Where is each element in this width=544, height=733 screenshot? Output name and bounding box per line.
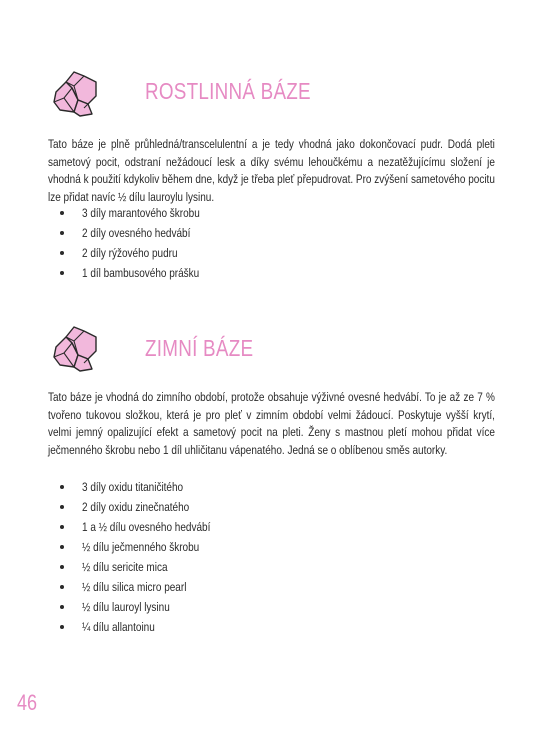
crystal-icon xyxy=(50,68,102,120)
bullet-icon xyxy=(60,565,64,569)
bullet-icon xyxy=(60,585,64,589)
bullet-icon xyxy=(60,525,64,529)
bullet-icon xyxy=(60,231,64,235)
bullet-icon xyxy=(60,605,64,609)
section-title: ZIMNÍ BÁZE xyxy=(145,335,254,361)
bullet-icon xyxy=(60,211,64,215)
section-paragraph: Tato báze je plně průhledná/transcelulentní a je tedy vhodná jako dokončovací pudr. Dodá pleti sametový pocit, odstraní nežádoucí lesk a díky svému lehoučkému a nezatěžujícímu složení je vhodná k použití kdykoliv během dne, když je třeba pleť přepudrovat. Pro zvýšení sametového pocitu lze přidat navíc ½ dílu lauroylu lysinu. xyxy=(48,137,495,204)
crystal-icon xyxy=(50,323,102,375)
bullet-icon xyxy=(60,505,64,509)
section-paragraph: Tato báze je vhodná do zimního období, protože obsahuje výživné ovesné hedvábí. To je až ze 7 % tvořeno tukovou složkou, která je pro pleť v zimním období velmi žádoucí. Poskytuje vyšší krytí, velmi jemný opalizující efekt a sametový pocit na pleti. Ženy s mastnou pletí mohou přidat více ječmenného škrobu nebo 1 díl uhličitanu vápenatého. Jedná se o oblíbenou směs autorky. xyxy=(48,390,495,457)
section-title: ROSTLINNÁ BÁZE xyxy=(145,78,311,104)
bullet-icon xyxy=(60,251,64,255)
page-number: 46 xyxy=(17,690,38,715)
bullet-icon xyxy=(60,545,64,549)
bullet-icon xyxy=(60,485,64,489)
bullet-icon xyxy=(60,271,64,275)
bullet-icon xyxy=(60,625,64,629)
